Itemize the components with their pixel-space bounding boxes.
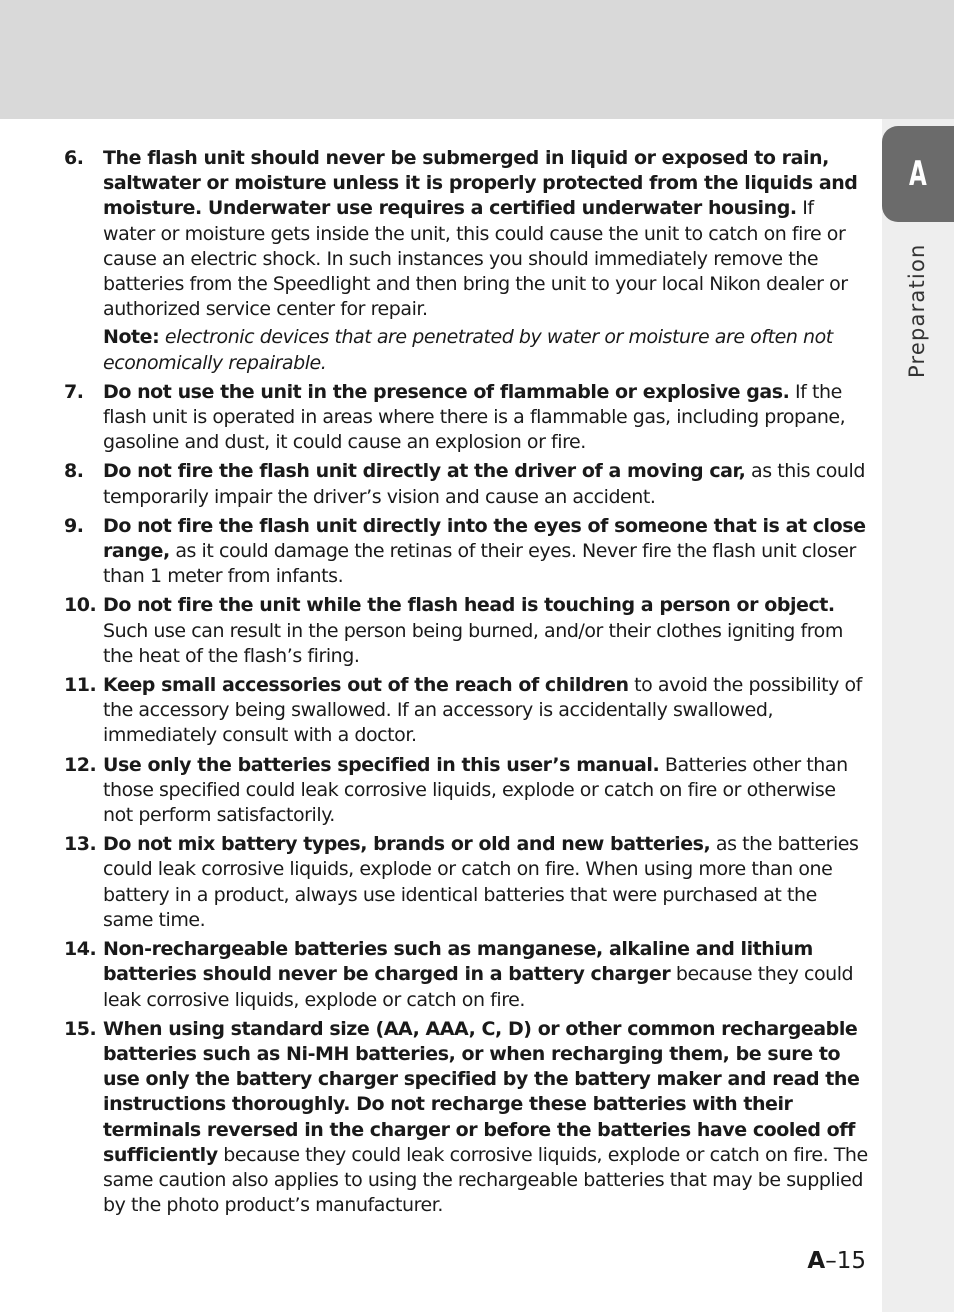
item-number: 15. [64, 1017, 97, 1040]
item-number: 14. [64, 938, 97, 961]
item-text: If the flash unit is operated in areas where there is a flammable gas, including propane, gasoline and dust, it could cause an explosion or fire. [103, 380, 846, 454]
item-heading: Use only the batteries specified in this user’s manual. [103, 753, 660, 776]
item-number: 13. [64, 833, 97, 856]
page-number-digits: –15 [825, 1248, 866, 1274]
item-heading: Non-rechargeable batteries such as manganese, alkaline and lithium batteries should never be charged in a battery charger [103, 938, 813, 986]
item-text: Batteries other than those specified could leak corrosive liquids, explode or catch on fire or otherwise not perform satisfactorily. [103, 753, 848, 827]
list-item [64, 380, 868, 456]
item-heading: Do not fire the unit while the flash head is touching a person or object. [103, 594, 835, 617]
note-label: Note: [103, 326, 160, 349]
list-item [64, 514, 868, 590]
page-number [807, 1248, 866, 1274]
list-item [64, 1017, 868, 1219]
item-text: If water or moisture gets inside the unit, this could cause the unit to catch on fire or cause an electric shock. In such instances you should immediately remove the batteries from the Speedlight and then bring the unit to your local Nikon dealer or authorized service center for repair. [103, 197, 848, 321]
header-band [0, 0, 954, 119]
item-text: as this could temporarily impair the driver’s vision and cause an accident. [103, 460, 865, 508]
note [103, 325, 868, 375]
item-number: 9. [64, 514, 84, 537]
item-heading: Do not use the unit in the presence of flammable or explosive gas. [103, 380, 790, 403]
item-number: 6. [64, 147, 84, 169]
item-number: 10. [64, 594, 97, 617]
item-number: 11. [64, 674, 97, 697]
section-tab-letter: A [909, 154, 927, 194]
safety-list [64, 146, 868, 1222]
list-item [64, 146, 868, 376]
item-heading: When using standard size (AA, AAA, C, D) or other common rechargeable batteries such as Ni-MH batteries, or when recharging them, be sure to use only the battery charger specified by the battery maker and read the instructions thoroughly. Do not recharge these batteries with their terminals reversed in the charger or before the batteries have cooled off sufficiently [103, 1017, 860, 1166]
item-heading: Do not fire the flash unit directly at the driver of a moving car, [103, 460, 746, 483]
page-number-letter: A [807, 1248, 826, 1274]
item-heading: Do not fire the flash unit directly into the eyes of someone that is at close range, [103, 514, 866, 563]
item-heading: Keep small accessories out of the reach of children [103, 674, 629, 697]
list-item [64, 459, 868, 509]
item-text: because they could leak corrosive liquids, explode or catch on fire. [103, 963, 854, 1011]
item-text: as the batteries could leak corrosive liquids, explode or catch on fire. When using more than one battery in a product, always use identical batteries that were purchased at the same time. [103, 833, 859, 931]
item-heading: The flash unit should never be submerged in liquid or exposed to rain, saltwater or moisture unless it is properly protected from the liquids and moisture. Underwater use requires a certified underwater housing. [103, 147, 858, 220]
list-item [64, 937, 868, 1013]
list-item [64, 753, 868, 829]
item-heading: Do not mix battery types, brands or old and new batteries, [103, 833, 711, 856]
list-item [64, 832, 868, 933]
item-number: 12. [64, 753, 97, 776]
item-text: as it could damage the retinas of their eyes. Never fire the flash unit closer than 1 meter from infants. [103, 540, 856, 588]
list-item [64, 673, 868, 749]
item-number: 8. [64, 460, 84, 483]
note-text: electronic devices that are penetrated by water or moisture are often not economically repairable. [103, 326, 833, 374]
list-item [64, 593, 868, 669]
item-text: to avoid the possibility of the accessory being swallowed. If an accessory is accidentally swallowed, immediately consult with a doctor. [103, 674, 862, 747]
item-text: Such use can result in the person being burned, and/or their clothes igniting from the heat of the flash’s firing. [103, 619, 843, 667]
section-label: Preparation [905, 243, 929, 378]
item-number: 7. [64, 380, 84, 403]
item-text: because they could leak corrosive liquids, explode or catch on fire. The same caution also applies to using the rechargeable batteries that may be supplied by the photo product’s manufacturer. [103, 1143, 868, 1217]
